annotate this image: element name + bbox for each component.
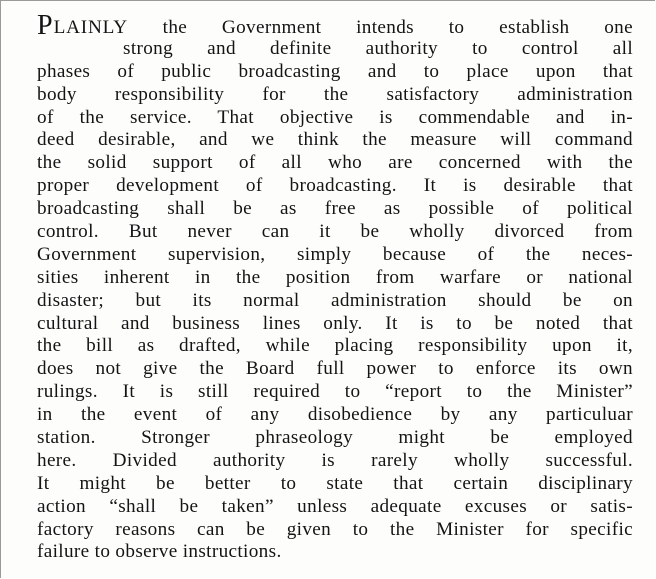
article-line-17: rulings. It is still required to “report to the Minister” xyxy=(37,381,633,403)
article-line-16: does not give the Board full power to enforce its own xyxy=(37,358,633,380)
article-line-18: in the event of any disobedience by any particuluar xyxy=(37,404,633,426)
editorial-paragraph xyxy=(37,10,633,564)
article-line-8: proper development of broadcasting. It is desirable that xyxy=(37,175,633,197)
article-line-5: of the service. That objective is commendable and in- xyxy=(37,106,633,128)
article-line-13: disaster; but its normal administration should be on xyxy=(37,289,633,311)
article-line-2: strong and definite authority to control all xyxy=(123,37,633,59)
article-line-23: factory reasons can be given to the Minister for specific xyxy=(37,518,633,540)
article-line-24: failure to observe instructions. xyxy=(37,541,282,563)
article-line-15: the bill as drafted, while placing responsibility upon it, xyxy=(37,335,633,357)
opening-line-text: the Government intends to establish one xyxy=(127,17,633,38)
article-line-9: broadcasting shall be as free as possible of political xyxy=(37,198,633,220)
article-line-19: station. Stronger phraseology might be employed xyxy=(37,427,633,449)
drop-cap: P xyxy=(37,10,53,41)
article-line-4: body responsibility for the satisfactory administration xyxy=(37,83,633,105)
article-line-7: the solid support of all who are concerned with the xyxy=(37,152,633,174)
article-line-3: phases of public broadcasting and to place upon that xyxy=(37,60,633,82)
lead-word: LAINLY xyxy=(53,17,128,38)
article-line-14: cultural and business lines only. It is to be noted that xyxy=(37,312,633,334)
article-line-21: It might be better to state that certain disciplinary xyxy=(37,472,633,494)
article-line-6: deed desirable, and we think the measure will command xyxy=(37,129,633,151)
article-line-22: action “shall be taken” unless adequate excuses or satis- xyxy=(37,495,633,517)
article-line-10: control. But never can it be wholly divorced from xyxy=(37,221,633,243)
article-line-11: Government supervision, simply because of the neces- xyxy=(37,243,633,265)
article-line-12: sities inherent in the position from warfare or national xyxy=(37,266,633,288)
article-line-1 xyxy=(37,10,633,41)
article-line-20: here. Divided authority is rarely wholly successful. xyxy=(37,449,633,471)
